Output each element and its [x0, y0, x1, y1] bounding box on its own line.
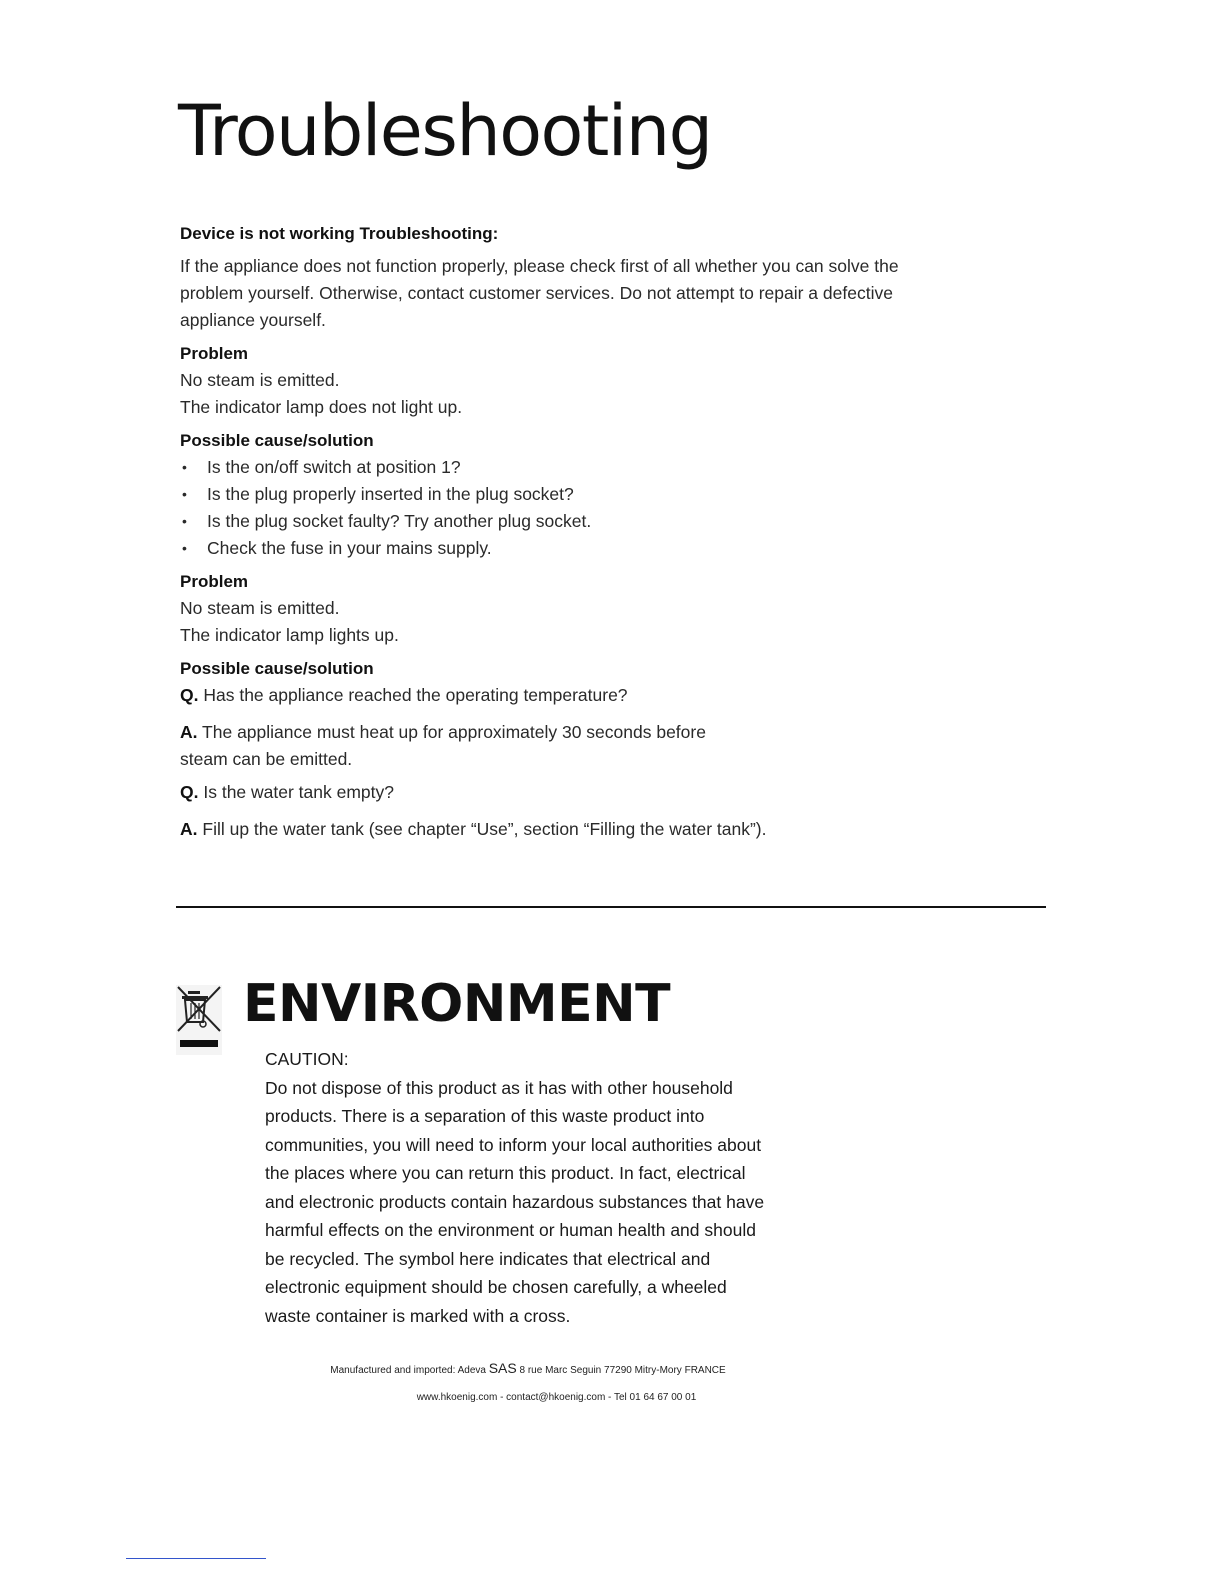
problem1-line: No steam is emitted. — [180, 370, 340, 390]
environment-line: the places where you can return this product. In fact, electrical — [265, 1163, 746, 1183]
footer-sas: SAS — [488, 1360, 517, 1376]
troubleshooting-content — [180, 220, 1050, 843]
environment-line: and electronic products contain hazardous substances that have — [265, 1191, 765, 1212]
environment-line: waste container is marked with a cross. — [265, 1305, 571, 1326]
question-label: Q. — [180, 685, 199, 705]
question-label: Q. — [180, 782, 199, 802]
problem2-line: The indicator lamp lights up. — [180, 625, 399, 645]
intro-text-line2: problem yourself. Otherwise, contact customer services. Do not attempt to repair a defective — [180, 283, 893, 303]
list-item: • Check the fuse in your mains supply. — [180, 535, 1050, 562]
intro-text-line1: If the appliance does not function properly, please check first of all whether you can solve the — [180, 256, 899, 276]
problem1-cause-list — [180, 454, 1050, 562]
list-item: • Is the plug socket faulty? Try another plug socket. — [180, 508, 1050, 535]
answer-2 — [180, 816, 1050, 843]
answer-text: Fill up the water tank (see chapter “Use”, section “Filling the water tank”). — [202, 819, 767, 839]
problem1-heading: Problem — [180, 344, 249, 363]
list-item: • Is the plug properly inserted in the plug socket? — [180, 481, 1050, 508]
answer-1 — [180, 719, 1050, 746]
problem1-line: The indicator lamp does not light up. — [180, 397, 463, 417]
question-text: Is the water tank empty? — [203, 782, 395, 802]
answer-text: The appliance must heat up for approximately 30 seconds before — [202, 722, 706, 742]
footer-manufacturer — [0, 1360, 1056, 1376]
environment-line: be recycled. The symbol here indicates that electrical and — [265, 1248, 711, 1269]
page-bottom-link-line — [126, 1558, 266, 1559]
environment-body — [265, 1045, 855, 1330]
environment-line: harmful effects on the environment or human health and should — [265, 1220, 756, 1240]
environment-title: ENVIRONMENT — [243, 974, 671, 1034]
answer-1-line2: steam can be emitted. — [180, 749, 353, 769]
environment-line: products. There is a separation of this waste product into — [265, 1106, 705, 1126]
problem2-heading: Problem — [180, 572, 249, 591]
problem2-cause-heading: Possible cause/solution — [180, 659, 374, 678]
environment-line: electronic equipment should be chosen carefully, a wheeled — [265, 1277, 727, 1297]
problem2-line: No steam is emitted. — [180, 598, 340, 618]
question-text: Has the appliance reached the operating temperature? — [203, 685, 628, 705]
answer-label: A. — [180, 722, 198, 742]
answer-label: A. — [180, 819, 198, 839]
weee-crossed-bin-icon — [174, 985, 224, 1055]
page-title: Troubleshooting — [178, 90, 712, 172]
question-2 — [180, 779, 1050, 806]
question-1 — [180, 682, 1050, 709]
footer-address: 8 rue Marc Seguin 77290 Mitry-Mory FRANCE — [519, 1365, 726, 1376]
footer-prefix: Manufactured and imported: Adeva — [330, 1365, 486, 1376]
problem1-cause-heading: Possible cause/solution — [180, 431, 374, 450]
list-item: • Is the on/off switch at position 1? — [180, 454, 1050, 481]
environment-line: Do not dispose of this product as it has with other household — [265, 1077, 733, 1098]
intro-text-line3: appliance yourself. — [180, 310, 326, 330]
section-divider — [176, 906, 1046, 908]
caution-label: CAUTION: — [265, 1049, 349, 1069]
intro-heading: Device is not working Troubleshooting: — [180, 224, 499, 243]
footer-contact: www.hkoenig.com - contact@hkoenig.com - Tel 01 64 67 00 01 — [416, 1392, 697, 1403]
environment-line: communities, you will need to inform your local authorities about — [265, 1134, 762, 1155]
